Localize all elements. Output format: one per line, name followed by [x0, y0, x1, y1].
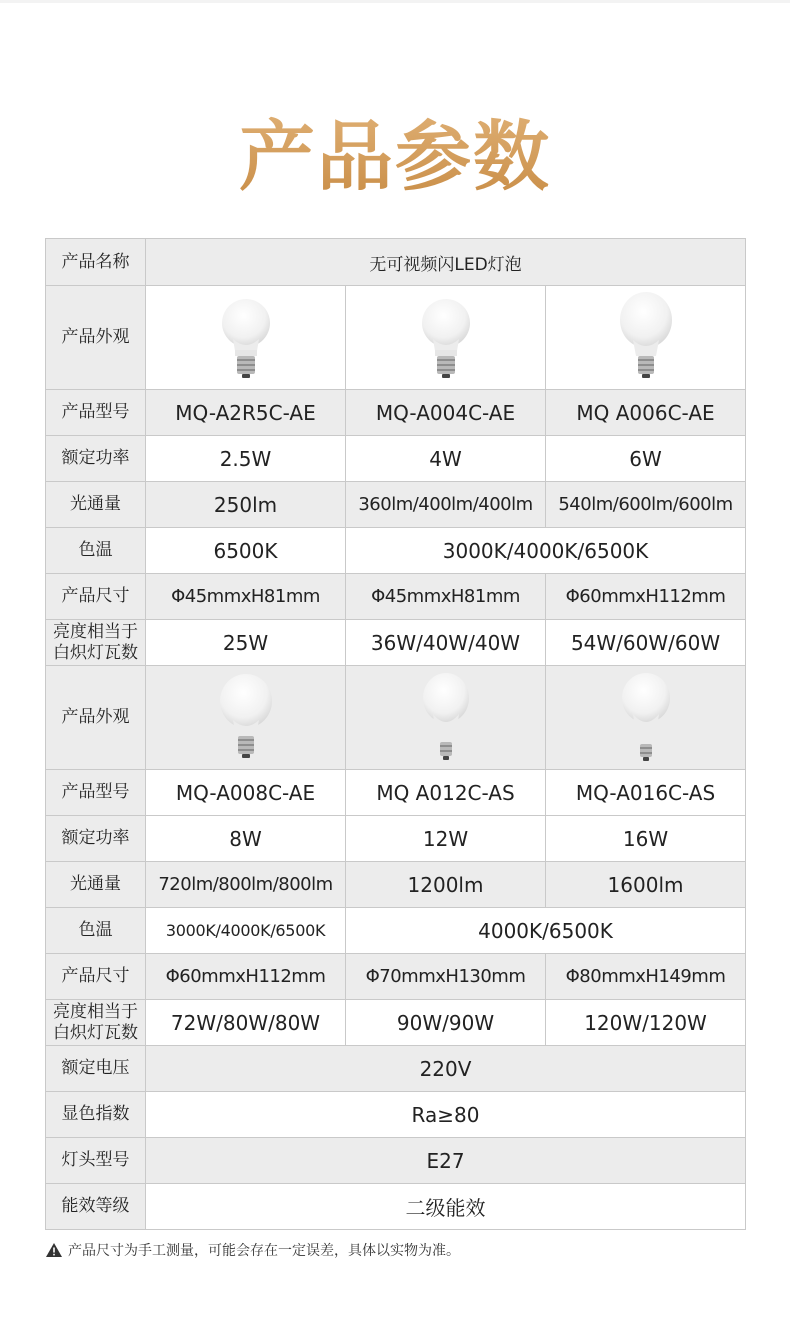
cell-model: MQ A012C-AS — [346, 770, 546, 816]
bulb-image-cell — [146, 666, 346, 770]
row-efficiency — [46, 1184, 746, 1230]
row-model-1 — [46, 390, 746, 436]
row-model-2 — [46, 770, 746, 816]
label-base: 灯头型号 — [46, 1138, 146, 1184]
label-flux: 光通量 — [46, 862, 146, 908]
label-cct: 色温 — [46, 908, 146, 954]
row-flux-2 — [46, 862, 746, 908]
row-flux-1 — [46, 482, 746, 528]
label-cct: 色温 — [46, 528, 146, 574]
cell-equiv: 54W/60W/60W — [546, 620, 746, 666]
row-power-2 — [46, 816, 746, 862]
cell-power: 2.5W — [146, 436, 346, 482]
page-title: 产品参数 — [0, 96, 790, 205]
label-voltage: 额定电压 — [46, 1046, 146, 1092]
cell-cct-merged: 3000K/4000K/6500K — [346, 528, 746, 574]
label-size: 产品尺寸 — [46, 574, 146, 620]
row-product-name — [46, 239, 746, 286]
cell-size: Φ45mmxH81mm — [346, 574, 546, 620]
cell-equiv: 36W/40W/40W — [346, 620, 546, 666]
top-divider — [0, 0, 790, 3]
cell-power: 12W — [346, 816, 546, 862]
cell-size: Φ45mmxH81mm — [146, 574, 346, 620]
bulb-image — [211, 670, 281, 766]
cell-power: 4W — [346, 436, 546, 482]
label-flux: 光通量 — [46, 482, 146, 528]
cell-cct-merged: 4000K/6500K — [346, 908, 746, 954]
cell-power: 8W — [146, 816, 346, 862]
bulb-image — [411, 293, 481, 383]
bulb-image-cell — [546, 286, 746, 390]
row-appearance-2 — [46, 666, 746, 770]
cell-flux: 250lm — [146, 482, 346, 528]
row-cct-2 — [46, 908, 746, 954]
cell-flux: 540lm/600lm/600lm — [546, 482, 746, 528]
label-model: 产品型号 — [46, 390, 146, 436]
cell-size: Φ60mmxH112mm — [546, 574, 746, 620]
row-equiv-2 — [46, 1000, 746, 1046]
row-base — [46, 1138, 746, 1184]
row-size-2 — [46, 954, 746, 1000]
cell-size: Φ60mmxH112mm — [146, 954, 346, 1000]
cell-flux: 720lm/800lm/800lm — [146, 862, 346, 908]
value-product-name: 无可视频闪LED灯泡 — [146, 239, 746, 286]
bulb-image-cell — [546, 666, 746, 770]
cell-equiv: 72W/80W/80W — [146, 1000, 346, 1046]
row-appearance-1 — [46, 286, 746, 390]
cell-flux: 1600lm — [546, 862, 746, 908]
cell-size: Φ70mmxH130mm — [346, 954, 546, 1000]
cell-model: MQ A006C-AE — [546, 390, 746, 436]
row-cct-1 — [46, 528, 746, 574]
cell-equiv: 90W/90W — [346, 1000, 546, 1046]
cell-cct: 6500K — [146, 528, 346, 574]
cell-equiv: 120W/120W — [546, 1000, 746, 1046]
label-appearance: 产品外观 — [46, 286, 146, 390]
cell-power: 6W — [546, 436, 746, 482]
bulb-image-cell — [346, 286, 546, 390]
cell-power: 16W — [546, 816, 746, 862]
cell-model: MQ-A016C-AS — [546, 770, 746, 816]
bulb-image — [611, 670, 681, 766]
bulb-image — [411, 670, 481, 766]
footnote-text: 产品尺寸为手工测量，可能会存在一定误差，具体以实物为准。 — [68, 1243, 460, 1259]
label-cri: 显色指数 — [46, 1092, 146, 1138]
cell-flux: 360lm/400lm/400lm — [346, 482, 546, 528]
cell-model: MQ-A2R5C-AE — [146, 390, 346, 436]
cell-model: MQ-A008C-AE — [146, 770, 346, 816]
bulb-image-cell — [346, 666, 546, 770]
label-appearance: 产品外观 — [46, 666, 146, 770]
cell-cct: 3000K/4000K/6500K — [146, 908, 346, 954]
bulb-image-cell — [146, 286, 346, 390]
row-size-1 — [46, 574, 746, 620]
label-product-name: 产品名称 — [46, 239, 146, 286]
cell-equiv: 25W — [146, 620, 346, 666]
row-voltage — [46, 1046, 746, 1092]
label-power: 额定功率 — [46, 816, 146, 862]
row-equiv-1 — [46, 620, 746, 666]
spec-table — [45, 238, 746, 1230]
label-power: 额定功率 — [46, 436, 146, 482]
label-size: 产品尺寸 — [46, 954, 146, 1000]
label-efficiency: 能效等级 — [46, 1184, 146, 1230]
value-voltage: 220V — [146, 1046, 746, 1092]
bulb-image — [611, 290, 681, 386]
label-equiv: 亮度相当于白炽灯瓦数 — [46, 1000, 146, 1046]
bulb-image — [211, 293, 281, 383]
value-cri: Ra≥80 — [146, 1092, 746, 1138]
value-efficiency: 二级能效 — [146, 1184, 746, 1230]
cell-size: Φ80mmxH149mm — [546, 954, 746, 1000]
cell-flux: 1200lm — [346, 862, 546, 908]
cell-model: MQ-A004C-AE — [346, 390, 546, 436]
footnote — [46, 1240, 460, 1260]
label-model: 产品型号 — [46, 770, 146, 816]
warning-icon — [46, 1243, 62, 1257]
row-cri — [46, 1092, 746, 1138]
row-power-1 — [46, 436, 746, 482]
value-base: E27 — [146, 1138, 746, 1184]
label-equiv: 亮度相当于白炽灯瓦数 — [46, 620, 146, 666]
